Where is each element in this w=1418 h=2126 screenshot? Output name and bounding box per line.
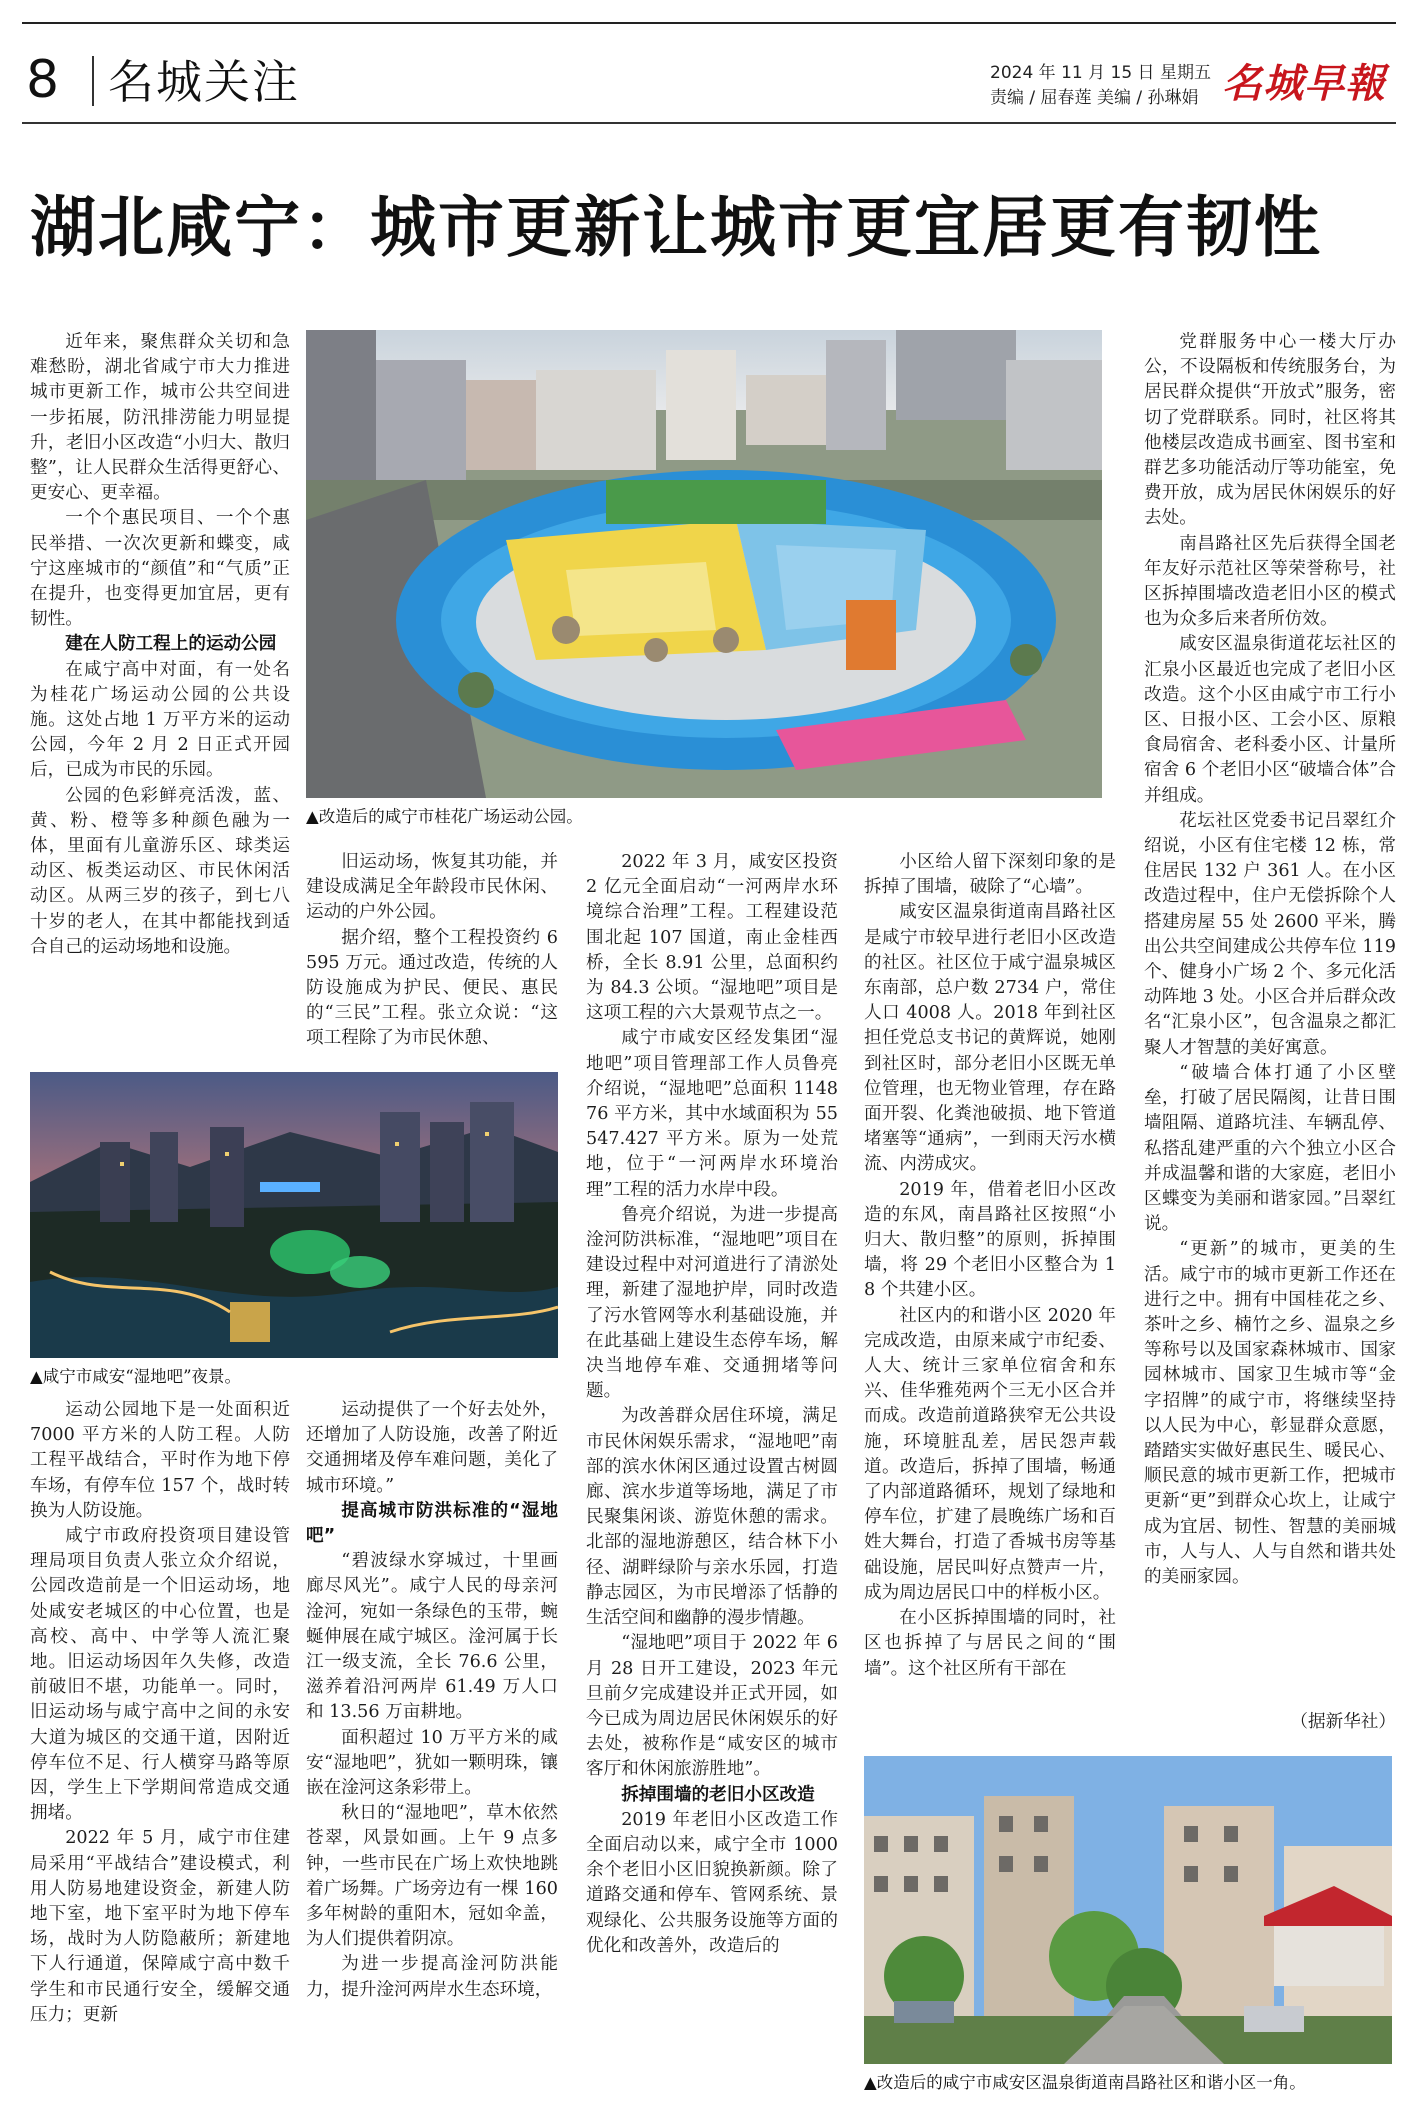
header-divider: [92, 56, 94, 106]
section-title: 名城关注: [108, 55, 300, 109]
top-rule: [22, 22, 1396, 24]
article-source: （据新华社）: [1290, 1712, 1396, 1732]
paragraph: 公园的色彩鲜亮活泼，蓝、黄、粉、橙等多种颜色融为一体，里面有儿童游乐区、球类运动区、板类运动区、市民休闲活动区。从两三岁的孩子，到七八十岁的老人，在其中都能找到适合自己的运动场地和设施。: [30, 785, 290, 957]
paragraph: 秋日的“湿地吧”，草木依然苍翠，风景如画。上午 9 点多钟，一些市民在广场上欢快地跳着广场舞。广场旁边有一棵 160 多年树龄的重阳木，冠如伞盖，为人们提供着阴凉。: [306, 1803, 558, 1950]
paragraph: 据介绍，整个工程投资约 6595 万元。通过改造，传统的人防设施成为护民、便民、惠民的“三民”工程。张立众说：“这项工程除了为市民休憩、: [306, 927, 558, 1049]
paragraph: 在小区拆掉围墙的同时，社区也拆掉了与居民之间的“围墙”。这个社区所有干部在: [864, 1608, 1116, 1679]
masthead-logo: 名城早報: [1222, 60, 1386, 107]
wetland-night-photo: [30, 1072, 558, 1358]
paragraph: “破墙合体打通了小区壁垒，打破了居民隔阂，让昔日围墙阻隔、道路坑洼、车辆乱停、私搭乱建严重的六个独立小区合并成温馨和谐的大家庭，老旧小区蝶变为美丽和谐家园。”吕翠红说。: [1144, 1062, 1396, 1235]
photo3-caption: ▲改造后的咸宁市咸安区温泉街道南昌路社区和谐小区一角。: [864, 2073, 1306, 2092]
article-column-3: [586, 850, 838, 1959]
subheading: 拆掉围墙的老旧小区改造: [621, 1784, 815, 1805]
paragraph: 旧运动场，恢复其功能，并建设成满足全年龄段市民休闲、运动的户外公园。: [306, 852, 558, 923]
residential-illustration: [864, 1756, 1392, 2064]
header-rule: [22, 122, 1396, 124]
paragraph: 花坛社区党委书记吕翠红介绍说，小区有住宅楼 12 栋，常住居民 132 户 361 人。在小区改造过程中，住户无偿拆除个人搭建房屋 55 处 2600 平米，腾出公共空间建成公共停车位 119 个、健身小广场 2 个、多元化活动阵地 3 处。小区合并后群众改名“汇泉小区”，包含温泉之都汇聚人才智慧的美好寓意。: [1144, 810, 1396, 1058]
issue-date: 2024 年 11 月 15 日 星期五: [990, 63, 1211, 83]
headline: 湖北咸宁：城市更新让城市更宜居更有韧性: [30, 189, 1322, 266]
paragraph: 2022 年 5 月，咸宁市住建局采用“平战结合”建设模式，利用人防易地建设资金，新建人防地下室，地下室平时为地下停车场，战时为人防隐蔽所；新建地下人行通道，保障咸宁高中数千学生和市民通行安全，缓解交通压力；更新: [30, 1828, 290, 2025]
paragraph: 咸安区温泉街道花坛社区的汇泉小区最近也完成了老旧小区改造。这个小区由咸宁市工行小区、日报小区、工会小区、原粮食局宿舍、老科委小区、计量所宿舍 6 个老旧小区“破墙合体”合并组成。: [1144, 634, 1396, 806]
paragraph: 咸安区温泉街道南昌路社区是咸宁市较早进行老旧小区改造的社区。社区位于咸宁温泉城区东南部，总户数 2734 户，常住人口 4008 人。2018 年到社区担任党总支书记的黄辉说，她刚到社区时，部分老旧小区既无单位管理，也无物业管理，存在路面开裂、化粪池破损、地下管道堵塞等“通病”，一到雨天污水横流、内涝成灾。: [864, 902, 1116, 1175]
article-column-1b: [30, 1398, 290, 2028]
paragraph: 运动公园地下是一处面积近 7000 平方米的人防工程。人防工程平战结合，平时作为地下停车场，有停车位 157 个，战时转换为人防设施。: [30, 1400, 290, 1521]
photo2-caption: ▲咸宁市咸安“湿地吧”夜景。: [30, 1367, 242, 1386]
sports-park-illustration: [306, 330, 1102, 798]
wetland-night-illustration: [30, 1072, 558, 1358]
article-column-1a: [30, 330, 290, 960]
paragraph: “湿地吧”项目于 2022 年 6 月 28 日开工建设，2023 年元旦前夕完成建设并正式开园，如今已成为周边居民休闲娱乐的好去处，被称作是“咸安区的城市客厅和休闲旅游胜地”。: [586, 1633, 838, 1780]
paragraph: 咸宁市政府投资项目建设管理局项目负责人张立众介绍说，公园改造前是一个旧运动场，地处咸安老城区的中心位置，也是高校、高中、中学等人流汇聚地。旧运动场因年久失修，改造前破旧不堪，功能单一。同时，旧运动场与咸宁高中之间的永安大道为城区的交通干道，因附近停车位不足、行人横穿马路等原因，学生上下学期间常造成交通拥堵。: [30, 1526, 290, 1824]
subheading: 建在人防工程上的运动公园: [65, 634, 277, 655]
paragraph: 南昌路社区先后获得全国老年友好示范社区等荣誉称号，社区拆掉围墙改造老旧小区的模式也为众多后来者所仿效。: [1144, 533, 1396, 630]
paragraph: 鲁亮介绍说，为进一步提高淦河防洪标准，“湿地吧”项目在建设过程中对河道进行了清淤处理，新建了湿地护岸，同时改造了污水管网等水利基础设施，并在此基础上建设生态停车场，解决当地停车难、交通拥堵等问题。: [586, 1204, 838, 1402]
paragraph: “碧波绿水穿城过，十里画廊尽风光”。咸宁人民的母亲河淦河，宛如一条绿色的玉带，蜿蜒伸展在咸宁城区。淦河属于长江一级支流，全长 76.6 公里，滋养着沿河两岸 61.49 万人口和 13.56 万亩耕地。: [306, 1551, 558, 1723]
paragraph: 社区内的和谐小区 2020 年完成改造，由原来咸宁市纪委、人大、统计三家单位宿舍和东兴、佳华雅苑两个三无小区合并而成。改造前道路狭窄无公共设施，环境脏乱差，居民怨声载道。改造后，拆掉了围墙，畅通了内部道路循环，规划了绿地和停车位，扩建了晨晚练广场和百姓大舞台，打造了香城书房等基础设施，居民叫好点赞声一片，成为周边居民口中的样板小区。: [864, 1305, 1116, 1603]
paragraph: 咸宁市咸安区经发集团“湿地吧”项目管理部工作人员鲁亮介绍说，“湿地吧”总面积 114876 平方米，其中水域面积为 55547.427 平方米。原为一处荒地，位于“一河两岸水环境治理”工程的活力水岸中段。: [586, 1028, 838, 1200]
paragraph: 运动提供了一个好去处外，还增加了人防设施，改善了附近交通拥堵及停车难问题，美化了城市环境。”: [306, 1400, 558, 1496]
paragraph: 面积超过 10 万平方米的咸安“湿地吧”，犹如一颗明珠，镶嵌在淦河这条彩带上。: [306, 1727, 558, 1799]
sports-park-photo: [306, 330, 1102, 798]
paragraph: 一个个惠民项目、一个个惠民举措、一次次更新和蝶变，咸宁这座城市的“颜值”和“气质”正在提升，也变得更加宜居，更有韧性。: [30, 508, 290, 630]
editors: 责编 / 屈春莲 美编 / 孙琳娟: [990, 88, 1199, 108]
article-column-5: [1144, 330, 1396, 1590]
paragraph: 2022 年 3 月，咸安区投资 2 亿元全面启动“一河两岸水环境综合治理”工程。工程建设范围北起 107 国道，南止金桂西桥，全长 8.91 公里，总面积约为 84.3 公顷。“湿地吧”项目是这项工程的六大景观节点之一。: [586, 852, 838, 1024]
article-column-2a: [306, 850, 558, 1052]
paragraph: 小区给人留下深刻印象的是拆掉了围墙，破除了“心墙”。: [864, 852, 1116, 898]
paragraph: 近年来，聚焦群众关切和急难愁盼，湖北省咸宁市大力推进城市更新工作，城市公共空间进一步拓展，防汛排涝能力明显提升，老旧小区改造“小归大、散归整”，让人民群众生活得更舒心、更安心、更幸福。: [30, 332, 290, 504]
photo1-caption: ▲改造后的咸宁市桂花广场运动公园。: [306, 807, 583, 826]
residential-photo: [864, 1756, 1392, 2064]
paragraph: 为改善群众居住环境，满足市民休闲娱乐需求，“湿地吧”南部的滨水休闲区通过设置古树圆廊、滨水步道等场地，满足了市民聚集闲谈、游览休憩的需求。北部的湿地游憩区，结合林下小径、湖畔绿阶与亲水乐园，打造静志园区，为市民增添了恬静的生活空间和幽静的漫步情趣。: [586, 1406, 838, 1629]
paragraph: “更新”的城市，更美的生活。咸宁市的城市更新工作还在进行之中。拥有中国桂花之乡、茶叶之乡、楠竹之乡、温泉之乡等称号以及国家森林城市、国家园林城市、国家卫生城市等“金字招牌”的咸宁市，将继续坚持以人民为中心，彰显群众意愿，踏踏实实做好惠民生、暖民心、顺民意的城市更新工作，把城市更新“更”到群众心坎上，让咸宁成为宜居、韧性、智慧的美丽城市，人与人、人与自然和谐共处的美丽家园。: [1144, 1239, 1396, 1587]
paragraph: 2019 年，借着老旧小区改造的东风，南昌路社区按照“小归大、散归整”的原则，拆掉围墙，将 29 个老旧小区整合为 18 个共建小区。: [864, 1179, 1116, 1301]
paragraph: 为进一步提高淦河防洪能力，提升淦河两岸水生态环境，: [306, 1954, 558, 2000]
article-column-2b: [306, 1398, 558, 2003]
subheading: 提高城市防洪标准的“湿地吧”: [306, 1500, 558, 1547]
paragraph: 在咸宁高中对面，有一处名为桂花广场运动公园的公共设施。这处占地 1 万平方米的运动公园，今年 2 月 2 日正式开园后，已成为市民的乐园。: [30, 659, 290, 781]
page-number: 8: [26, 50, 60, 110]
paragraph: 党群服务中心一楼大厅办公，不设隔板和传统服务台，为居民群众提供“开放式”服务，密切了党群联系。同时，社区将其他楼层改造成书画室、图书室和群艺多功能活动厅等功能室，免费开放，成为居民休闲娱乐的好去处。: [1144, 332, 1396, 529]
paragraph: 2019 年老旧小区改造工作全面启动以来，咸宁全市 1000 余个老旧小区旧貌换新颜。除了道路交通和停车、管网系统、景观绿化、公共服务设施等方面的优化和改善外，改造后的: [586, 1809, 838, 1956]
article-column-4: [864, 850, 1116, 1682]
